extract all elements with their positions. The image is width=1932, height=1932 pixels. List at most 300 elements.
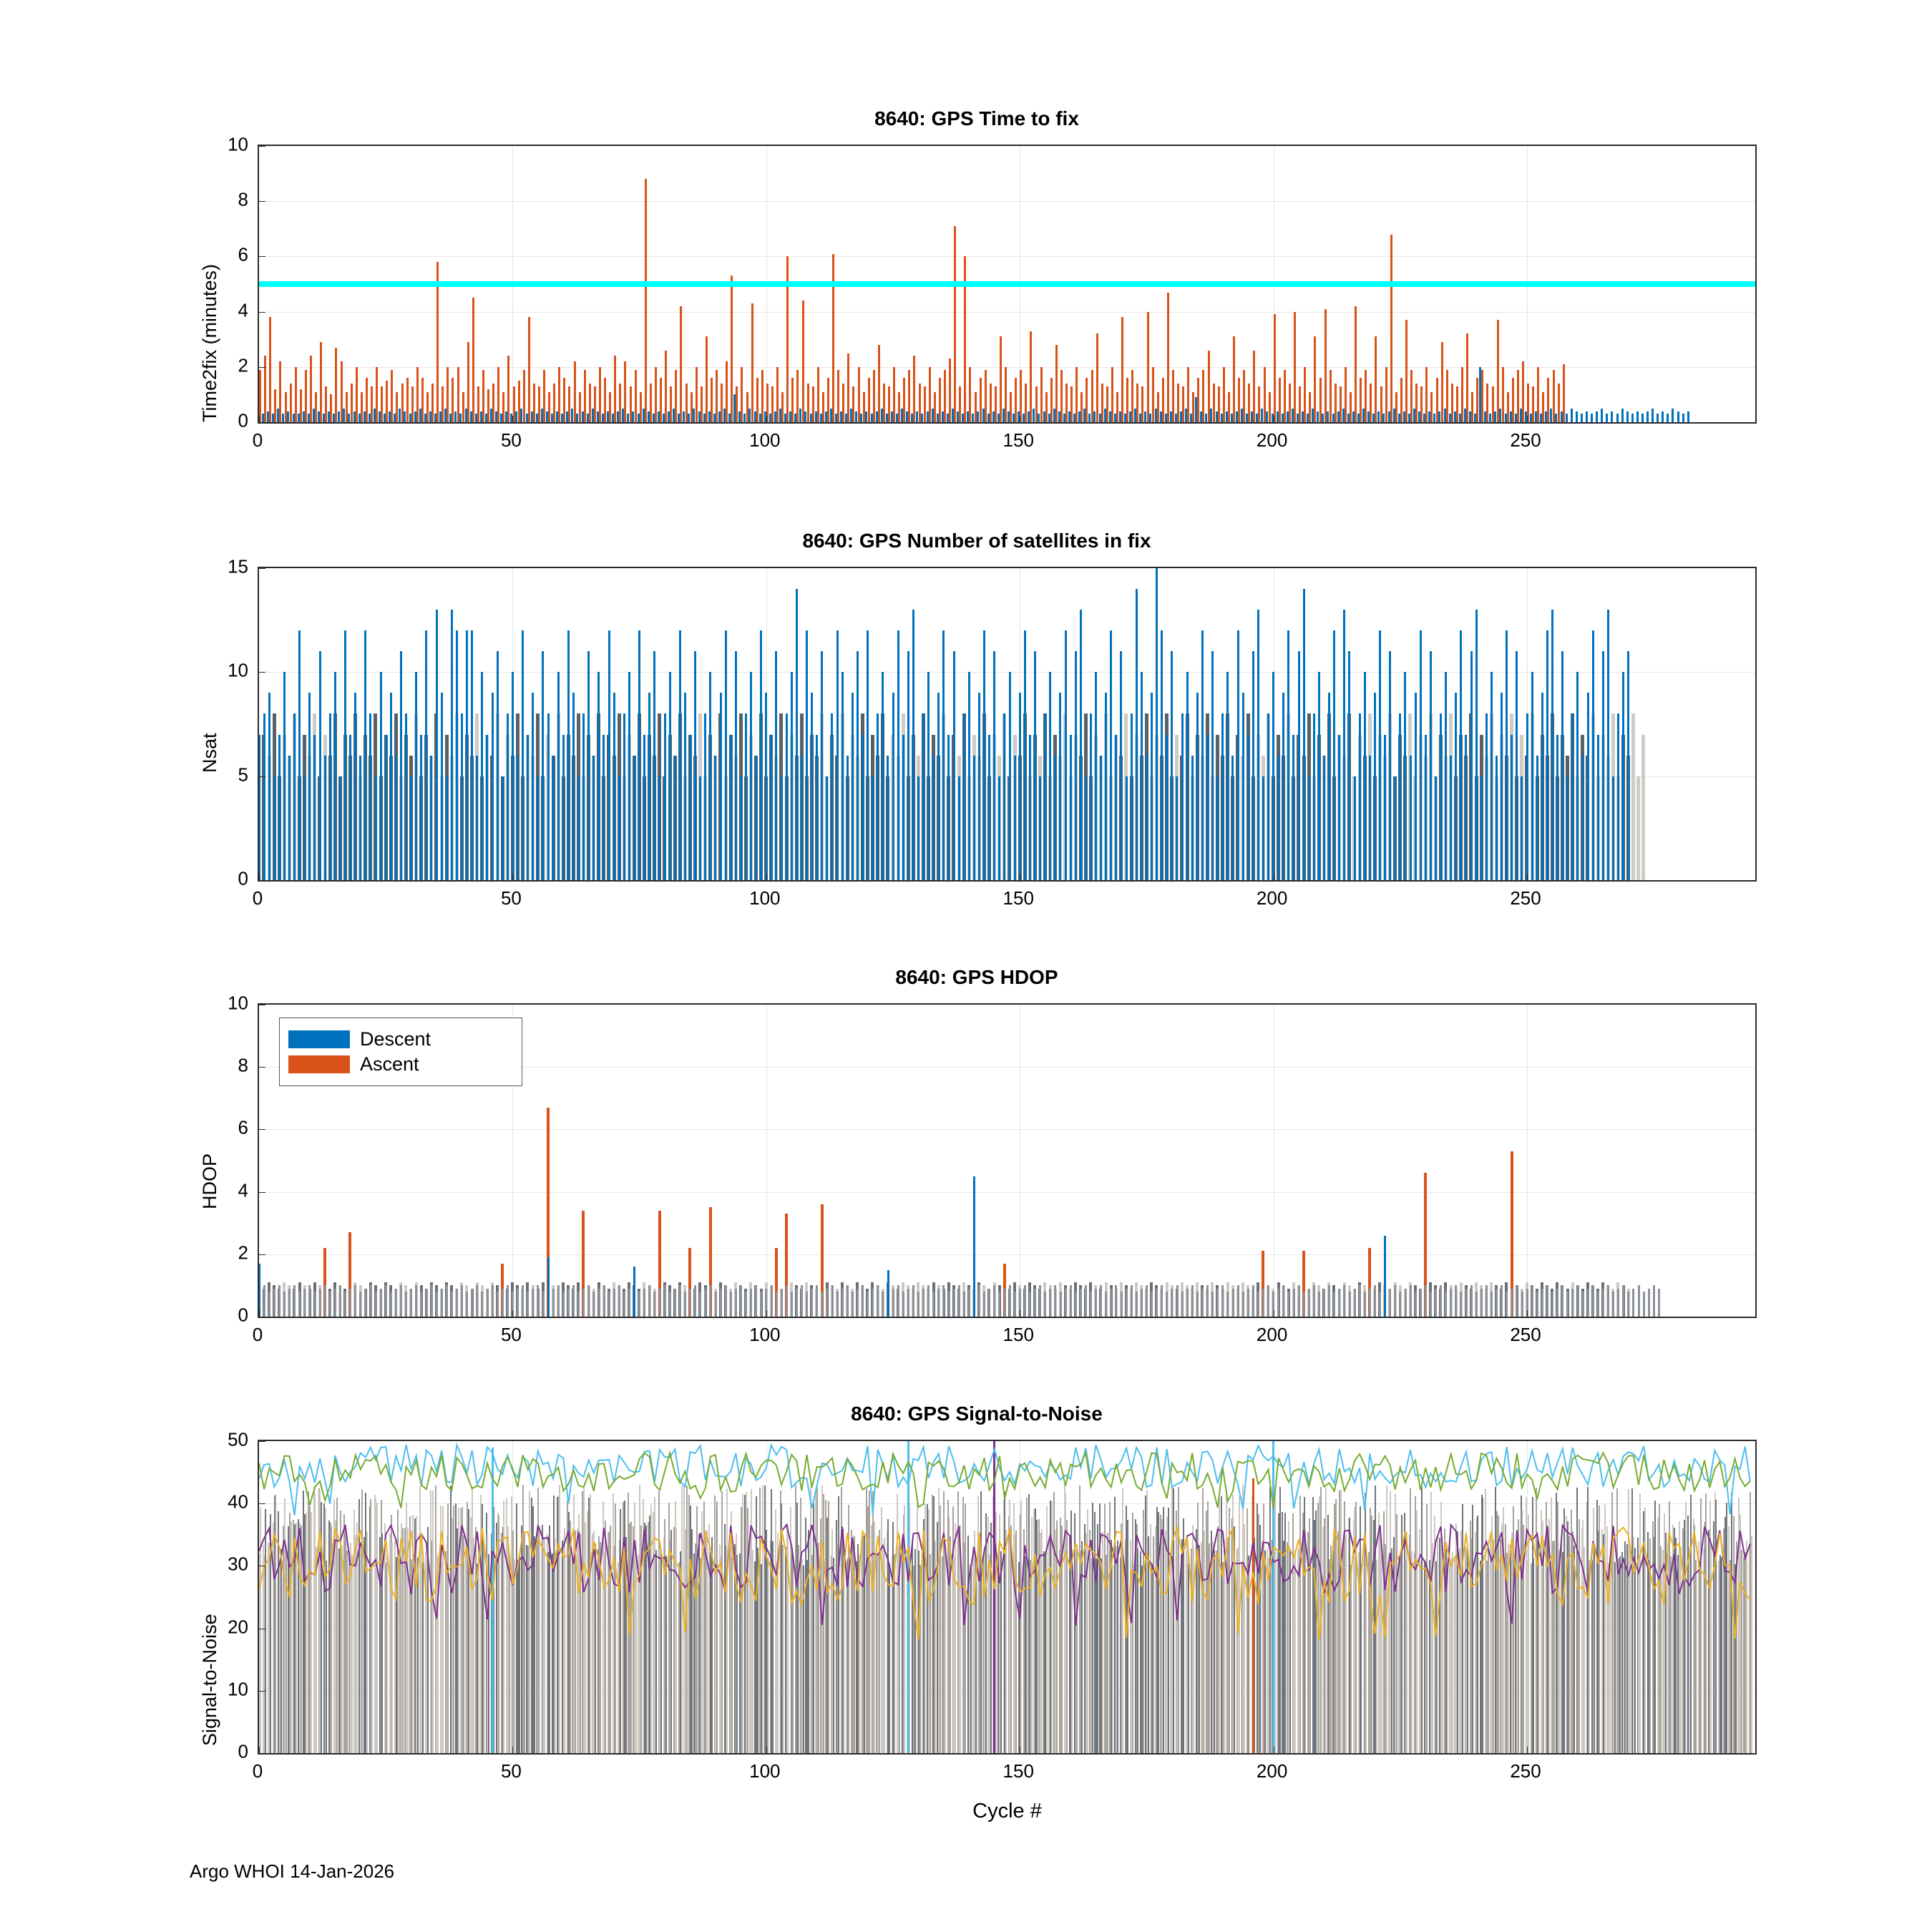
y-axis-tick: [259, 568, 265, 569]
bar: [1420, 1289, 1422, 1317]
bar: [608, 630, 610, 880]
bar: [426, 1289, 428, 1317]
bar: [882, 672, 884, 880]
bar: [924, 386, 926, 422]
bar: [867, 630, 869, 880]
bar: [892, 693, 894, 880]
bar: [598, 1289, 600, 1317]
bar: [339, 776, 341, 880]
gridline: [259, 1129, 1755, 1130]
bar: [686, 384, 688, 422]
bar: [942, 630, 945, 880]
bar: [791, 672, 793, 880]
bar: [944, 370, 946, 422]
bar: [1597, 735, 1599, 880]
bar: [653, 1292, 655, 1317]
bar: [1020, 370, 1022, 422]
bar: [1612, 1292, 1614, 1317]
bar: [699, 1292, 701, 1317]
bar: [882, 1292, 884, 1317]
bar: [1345, 367, 1347, 422]
bar: [1348, 651, 1350, 880]
bar: [1151, 693, 1153, 880]
y-axis-tick: [259, 256, 265, 257]
bar: [288, 756, 291, 880]
bar: [527, 735, 529, 880]
bar: [1591, 414, 1593, 422]
bar: [831, 1285, 834, 1317]
bar: [826, 1289, 828, 1317]
bar: [1131, 713, 1133, 880]
bar: [1303, 1292, 1305, 1317]
bar: [354, 693, 356, 880]
bar: [477, 386, 479, 422]
bar: [852, 1292, 854, 1317]
bar: [1277, 756, 1279, 880]
y-axis-tick: [259, 880, 265, 881]
bar: [1480, 1289, 1483, 1317]
bar: [592, 1292, 595, 1317]
bar: [391, 370, 393, 422]
bar: [436, 1292, 438, 1317]
bar: [985, 370, 987, 422]
bar: [776, 367, 779, 422]
bar: [587, 1285, 590, 1317]
bar: [1262, 776, 1264, 880]
bar: [1450, 1289, 1452, 1317]
bar: [847, 756, 849, 880]
bar: [1621, 409, 1624, 422]
bar: [1558, 384, 1560, 422]
bar: [1233, 336, 1235, 422]
bar: [1105, 1292, 1107, 1317]
bar: [1269, 392, 1271, 422]
bar: [268, 1292, 270, 1317]
y-axis-tick: [259, 422, 265, 423]
bar: [1597, 1292, 1599, 1317]
gridline: [259, 1192, 1755, 1193]
bar: [375, 1292, 377, 1317]
bar: [807, 384, 809, 422]
bar: [852, 386, 854, 422]
legend-item-ascent[interactable]: [288, 1053, 512, 1075]
bar: [278, 1285, 280, 1317]
gridline: [259, 1254, 1755, 1255]
panel-snr: [186, 1402, 1767, 1823]
legend-item-descent[interactable]: [288, 1028, 512, 1050]
bar: [640, 392, 642, 422]
bar: [608, 1292, 610, 1317]
bar: [441, 1289, 443, 1317]
bar: [812, 386, 814, 422]
bar: [995, 386, 997, 422]
bar: [1304, 367, 1306, 422]
bar: [1611, 411, 1613, 422]
bar: [1522, 361, 1524, 422]
bar: [1213, 384, 1215, 422]
bar: [1486, 384, 1488, 422]
bar: [1060, 1292, 1062, 1317]
bar: [502, 776, 504, 880]
bar: [1106, 386, 1108, 422]
y-axis-tick-label: 5: [238, 763, 248, 786]
bar: [279, 361, 281, 422]
bar: [1080, 1289, 1082, 1317]
bar: [1536, 756, 1538, 880]
bar: [446, 1285, 448, 1317]
bar: [735, 1289, 737, 1317]
bar: [517, 756, 519, 880]
bar: [1050, 378, 1053, 422]
gridline: [259, 256, 1755, 257]
bar: [1445, 672, 1447, 880]
bar: [298, 1292, 301, 1317]
bar: [1502, 367, 1504, 422]
bar: [1121, 1292, 1123, 1317]
bar: [298, 630, 301, 880]
bar: [1298, 651, 1300, 880]
x-axis-tick-label: 250: [1510, 429, 1541, 451]
bar: [1136, 1292, 1138, 1317]
bar: [902, 735, 904, 880]
bar: [1646, 411, 1649, 422]
bar: [1359, 1285, 1361, 1317]
bar: [832, 254, 834, 422]
bar: [364, 1289, 366, 1317]
bar: [1282, 693, 1284, 880]
bar: [507, 1285, 509, 1317]
bar: [816, 735, 818, 880]
bar: [1034, 1289, 1036, 1317]
bar: [684, 693, 686, 880]
bar: [1435, 1289, 1437, 1317]
bar: [1607, 610, 1609, 880]
bar: [1354, 776, 1356, 880]
bar: [486, 735, 488, 880]
bar: [466, 1292, 468, 1317]
bar: [537, 776, 539, 880]
bar: [1338, 1289, 1340, 1317]
bar: [1389, 1289, 1391, 1317]
bar: [701, 386, 703, 422]
bar: [273, 1289, 275, 1317]
bar: [330, 394, 332, 422]
bar: [579, 392, 581, 422]
bar: [1384, 735, 1386, 880]
bar: [1313, 713, 1315, 880]
bar: [567, 1289, 570, 1317]
bar: [826, 776, 828, 880]
bar: [847, 1285, 849, 1317]
bar: [1616, 414, 1619, 422]
x-axis-tick-label: 100: [749, 1324, 781, 1345]
bar: [609, 392, 611, 422]
bar: [364, 630, 366, 880]
bar: [836, 1292, 839, 1317]
bar: [1059, 693, 1061, 880]
bar: [887, 1270, 889, 1317]
bar: [917, 1292, 919, 1317]
bar: [775, 651, 777, 880]
bar: [912, 610, 914, 880]
bar: [650, 384, 652, 422]
bar: [1126, 378, 1128, 422]
plot-area-time2fix: [258, 145, 1757, 424]
bar: [740, 776, 742, 880]
bar: [278, 735, 280, 880]
bar: [857, 651, 859, 880]
bar: [324, 1285, 326, 1317]
bar: [274, 389, 276, 422]
bar: [1279, 378, 1281, 422]
bar: [1360, 378, 1362, 422]
bar: [356, 367, 358, 422]
bar: [1350, 392, 1352, 422]
bar: [821, 1292, 823, 1317]
x-axis-tick: [1527, 1747, 1528, 1753]
bar: [1517, 370, 1519, 422]
bar: [308, 693, 311, 880]
bar: [1161, 1285, 1163, 1317]
bar: [1272, 672, 1274, 880]
bar: [325, 386, 327, 422]
bar: [1242, 693, 1244, 880]
bar: [1652, 409, 1654, 422]
bar: [1176, 1285, 1179, 1317]
bar: [669, 1292, 671, 1317]
bar: [1532, 386, 1534, 422]
panel-title-hdop: 8640: GPS HDOP: [895, 966, 1058, 988]
bar: [574, 361, 576, 422]
bar: [523, 370, 525, 422]
bar: [1171, 651, 1173, 880]
bar: [1354, 1289, 1356, 1317]
bar: [1176, 776, 1178, 880]
bar: [375, 776, 377, 880]
ylabel-time2fix: Time2fix (minutes): [199, 263, 220, 422]
bar: [1582, 1292, 1584, 1317]
bar: [1039, 1285, 1041, 1317]
bar: [731, 275, 733, 422]
bar: [1399, 1292, 1401, 1317]
bar: [1677, 411, 1679, 422]
bar: [303, 1289, 306, 1317]
bar: [603, 1285, 605, 1317]
x-axis-tick-label: 100: [749, 1760, 781, 1782]
bar: [771, 1285, 773, 1317]
bar: [638, 1292, 640, 1317]
x-axis-tick: [1527, 416, 1528, 422]
bar: [1070, 735, 1072, 880]
bar: [1232, 1289, 1234, 1317]
bar: [1501, 1285, 1503, 1317]
bar: [1003, 713, 1005, 880]
bar: [451, 1292, 453, 1317]
bar: [1101, 384, 1103, 422]
bar: [268, 693, 270, 880]
bar: [334, 672, 336, 880]
x-axis-tick: [1527, 1310, 1528, 1317]
bar: [942, 1285, 945, 1317]
bar: [466, 630, 468, 880]
bar: [1151, 1292, 1153, 1317]
bar: [1672, 409, 1674, 422]
bar: [1571, 1289, 1574, 1317]
bar: [1622, 672, 1624, 880]
x-axis-tick-label: 100: [749, 887, 781, 909]
bar: [1370, 384, 1372, 422]
bar: [1090, 713, 1092, 880]
bar: [1247, 1289, 1249, 1317]
bar: [715, 1292, 717, 1317]
bar: [594, 386, 596, 422]
bar: [613, 1289, 615, 1317]
bar: [1636, 411, 1639, 422]
bar: [1309, 392, 1311, 422]
bar: [1115, 735, 1117, 880]
bar: [553, 384, 555, 422]
bar: [481, 672, 483, 880]
bar: [725, 630, 727, 880]
bar: [1440, 1285, 1442, 1317]
bar: [354, 1285, 356, 1317]
bar: [1166, 1292, 1168, 1317]
bar: [386, 381, 388, 422]
bar: [1541, 693, 1543, 880]
y-axis-tick: [259, 1753, 265, 1754]
bar: [584, 370, 586, 422]
legend-swatch-ascent: [288, 1055, 350, 1073]
bar: [806, 1292, 808, 1317]
bar: [1308, 1289, 1310, 1317]
y-axis-tick: [259, 1129, 265, 1130]
bar: [1257, 1292, 1259, 1317]
bar: [376, 367, 378, 422]
bar: [1516, 651, 1518, 880]
bar: [1208, 351, 1210, 422]
bar: [366, 378, 368, 422]
bar: [867, 1292, 869, 1317]
bar: [716, 370, 718, 422]
bar: [1181, 713, 1184, 880]
y-axis-tick-label: 40: [228, 1491, 248, 1513]
bar: [1430, 1292, 1432, 1317]
bar: [1420, 386, 1423, 422]
bar: [1120, 651, 1122, 880]
bar: [1526, 713, 1528, 880]
ylabel-snr: Signal-to-Noise: [199, 1614, 220, 1746]
bar: [334, 1289, 336, 1317]
y-axis-tick-label: 50: [228, 1428, 248, 1450]
bar: [680, 306, 682, 422]
bar: [1284, 370, 1286, 422]
bar: [1201, 1289, 1204, 1317]
bar: [1384, 1236, 1386, 1317]
bar: [592, 756, 595, 880]
bar: [746, 392, 748, 422]
bar: [1648, 1289, 1650, 1317]
panel-hdop: [186, 966, 1767, 1345]
bar: [1282, 1285, 1284, 1317]
bar: [324, 756, 326, 880]
bar: [628, 672, 630, 880]
bar: [1380, 386, 1382, 422]
gridline: [1527, 1005, 1528, 1317]
bar: [1359, 713, 1361, 880]
bar: [1014, 1292, 1016, 1317]
bar: [643, 735, 645, 880]
legend-label-ascent: Ascent: [360, 1053, 419, 1075]
bar: [1571, 409, 1573, 422]
bar: [709, 672, 711, 880]
bar: [1116, 392, 1118, 422]
bar: [1643, 1292, 1645, 1317]
bar: [1091, 370, 1093, 422]
y-axis-tick-label: 10: [228, 1678, 248, 1700]
bar: [1491, 672, 1493, 880]
bar: [411, 386, 414, 422]
bar: [1547, 378, 1549, 422]
bar: [1075, 651, 1077, 880]
bar: [371, 386, 373, 422]
bar: [836, 630, 839, 880]
bar: [932, 1292, 935, 1317]
bar: [689, 1289, 691, 1317]
bar: [589, 384, 591, 422]
bar: [1333, 1292, 1335, 1317]
bar: [283, 672, 286, 880]
bar: [1658, 1289, 1660, 1317]
bar: [420, 735, 422, 880]
bar: [660, 378, 662, 422]
bar: [497, 1292, 499, 1317]
bar: [415, 1285, 417, 1317]
bar: [761, 370, 763, 422]
bar: [877, 1285, 879, 1317]
bar: [883, 384, 885, 422]
bar: [1576, 411, 1578, 422]
bar: [1115, 1285, 1117, 1317]
bar: [691, 392, 693, 422]
bar: [1436, 378, 1438, 422]
bar: [290, 384, 292, 422]
bar: [1267, 713, 1269, 880]
bar: [1085, 1285, 1087, 1317]
bar: [293, 1285, 296, 1317]
bar: [258, 1264, 260, 1317]
bar: [1667, 414, 1669, 422]
bar: [1420, 630, 1422, 880]
bar: [1197, 378, 1199, 422]
panel-title-nsat: 8640: GPS Number of satellites in fix: [802, 530, 1151, 552]
bar: [1496, 756, 1498, 880]
bar: [1075, 1292, 1077, 1317]
bar: [917, 776, 919, 880]
figure-footer: Argo WHOI 14-Jan-2026: [190, 1860, 395, 1882]
bar: [912, 1285, 914, 1317]
x-axis-tick: [259, 416, 260, 422]
bar: [816, 1285, 818, 1317]
bar: [547, 713, 550, 880]
bar: [1617, 713, 1619, 880]
bar: [1470, 651, 1473, 880]
bar: [1435, 776, 1437, 880]
bar: [1355, 306, 1357, 422]
bar: [1638, 1285, 1640, 1317]
gridline: [766, 1005, 767, 1317]
bar: [958, 776, 960, 880]
bar: [1192, 392, 1194, 422]
